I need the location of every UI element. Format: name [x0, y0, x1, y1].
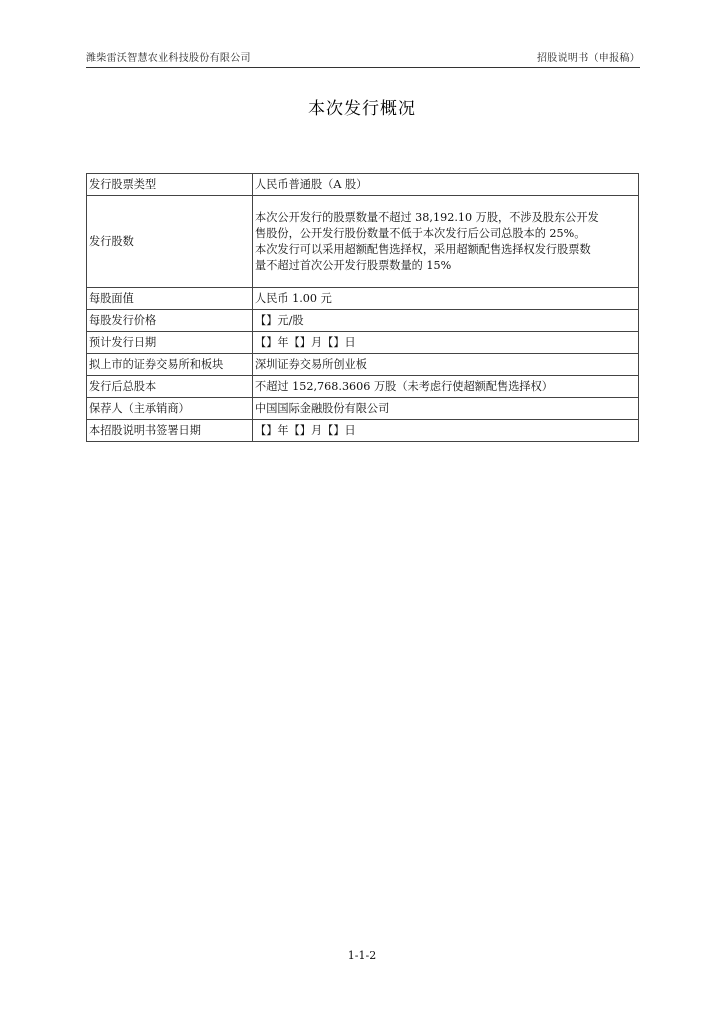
page-title: 本次发行概况 [308, 99, 416, 119]
row-value: 中国国际金融股份有限公司 [253, 398, 639, 420]
row-value-line: 售股份，公开发行股份数量不低于本次发行后公司总股本的 25%。 [255, 226, 586, 240]
row-value-line: 本次公开发行的股票数量不超过 38,192.10 万股，不涉及股东公开发 [255, 210, 599, 224]
row-value: 【】元/股 [253, 310, 639, 332]
row-value: 【】年【】月【】日 [253, 332, 639, 354]
row-value: 深圳证券交易所创业板 [253, 354, 639, 376]
row-label: 本招股说明书签署日期 [87, 420, 253, 442]
table-row [87, 376, 639, 398]
row-label: 预计发行日期 [87, 332, 253, 354]
row-value-line: 量不超过首次公开发行股票数量的 15% [255, 258, 452, 272]
row-value [253, 196, 639, 288]
header-company-name: 潍柴雷沃智慧农业科技股份有限公司 [86, 53, 251, 64]
row-value: 人民币普通股（A 股） [253, 174, 639, 196]
row-value: 人民币 1.00 元 [253, 288, 639, 310]
table-row [87, 398, 639, 420]
page-number: 1-1-2 [347, 949, 377, 962]
table-row [87, 354, 639, 376]
row-label: 保荐人（主承销商） [87, 398, 253, 420]
table-row [87, 420, 639, 442]
row-label: 每股发行价格 [87, 310, 253, 332]
running-header [86, 52, 640, 66]
row-label: 拟上市的证券交易所和板块 [87, 354, 253, 376]
row-value-line: 本次发行可以采用超额配售选择权，采用超额配售选择权发行股票数 [255, 242, 591, 256]
table-row [87, 196, 639, 288]
header-rule [86, 67, 640, 68]
row-label: 发行后总股本 [87, 376, 253, 398]
row-label: 每股面值 [87, 288, 253, 310]
row-label: 发行股数 [87, 196, 253, 288]
offering-overview-table [86, 173, 639, 442]
table-row [87, 310, 639, 332]
row-value: 【】年【】月【】日 [253, 420, 639, 442]
row-value: 不超过 152,768.3606 万股（未考虑行使超额配售选择权） [253, 376, 639, 398]
table-row [87, 332, 639, 354]
header-document-type: 招股说明书（申报稿） [537, 53, 640, 64]
table-row [87, 174, 639, 196]
row-label: 发行股票类型 [87, 174, 253, 196]
table-row [87, 288, 639, 310]
